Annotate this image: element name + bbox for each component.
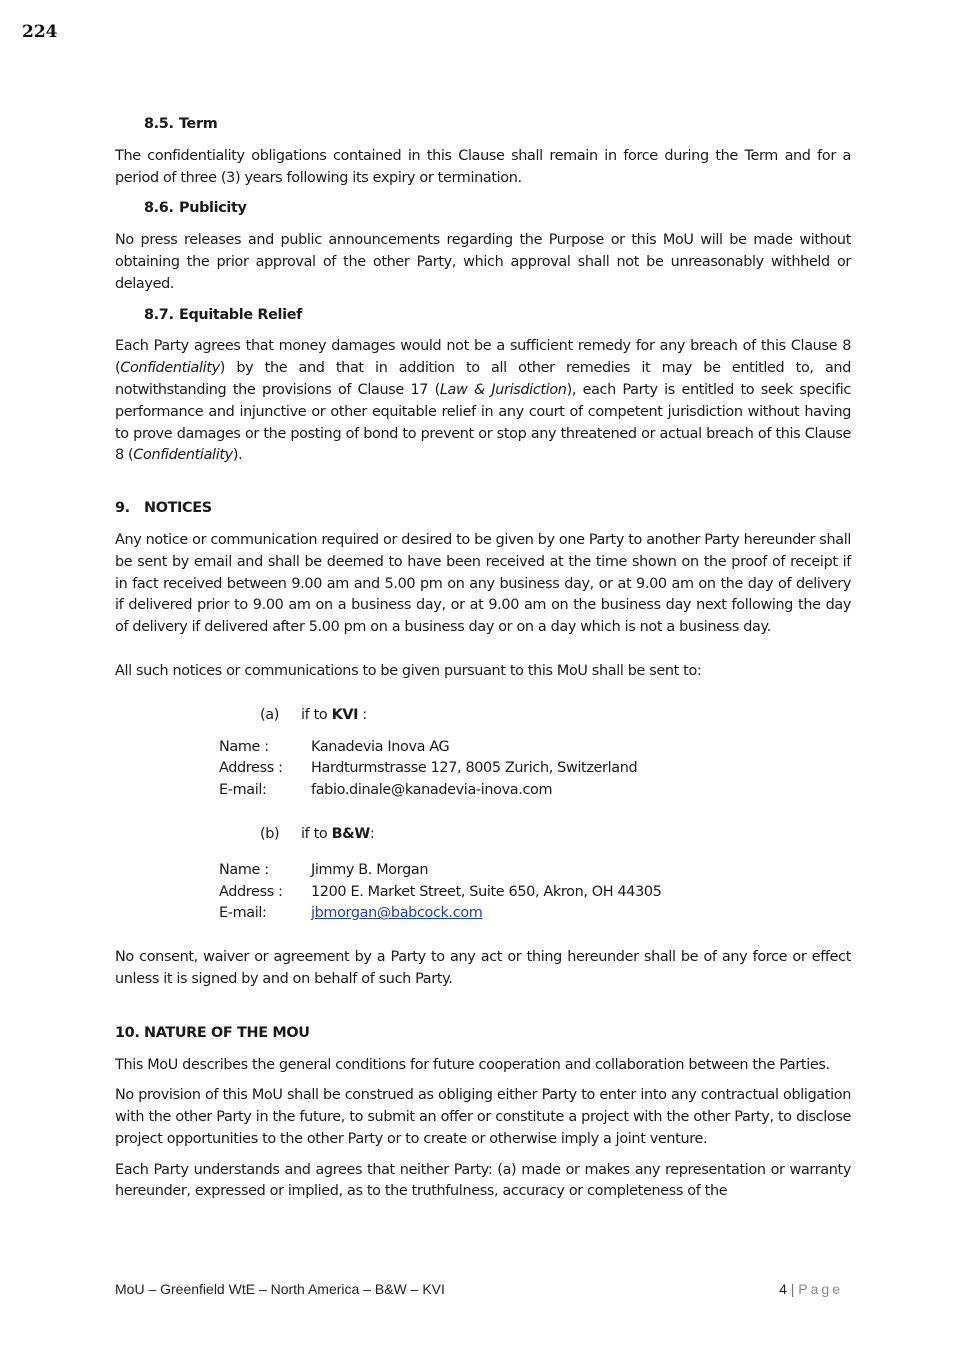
text-run: ).	[232, 447, 243, 464]
section-8-6-heading	[144, 198, 851, 220]
name-value: Jimmy B. Morgan	[311, 861, 429, 878]
address-label: Address :	[219, 883, 283, 900]
section-number: 8.6.	[144, 200, 174, 217]
footer-page-indicator	[779, 1281, 843, 1297]
party-name: KVI	[331, 706, 359, 723]
text-run: ) by the and that in addition to all other remedies it may be entitled to, and notwithstanding the provisions of Clause 17 (	[115, 360, 851, 398]
section-10-heading	[115, 1023, 851, 1045]
footer-separator: |	[790, 1281, 795, 1297]
section-8-5-heading	[144, 114, 851, 136]
italic-run: Law & Jurisdiction	[439, 381, 567, 398]
section-10-para-2: No provision of this MoU shall be construed as obliging either Party to enter into any contractual obligation with the other Party in the future, to submit an offer or constitute a project with the other Party, to disclose project opportunities to the other Party or to create or otherwise imply a joint venture.	[115, 1087, 851, 1147]
section-9-heading	[115, 498, 851, 520]
item-suffix: :	[358, 706, 367, 723]
bw-address-block	[219, 860, 662, 925]
section-title: NATURE OF THE MOU	[144, 1024, 310, 1041]
notice-item-b	[260, 824, 851, 846]
text-run: Each Party agrees that money damages would not be a sufficient remedy for any breach of this Clause 8 (	[115, 338, 851, 377]
section-8-7-heading	[144, 305, 851, 327]
footer-page-label: Page	[798, 1281, 843, 1297]
document-body	[115, 114, 851, 1212]
section-title: Term	[179, 116, 218, 132]
italic-run: Confidentiality	[120, 360, 220, 377]
section-9-para-3: No consent, waiver or agreement by a Party to any act or thing hereunder shall be of any force or effect unless it is signed by and on behalf of such Party.	[115, 949, 851, 987]
email-link[interactable]: jbmorgan@babcock.com	[311, 905, 483, 922]
item-letter: (a)	[260, 706, 279, 723]
section-title: Publicity	[179, 200, 247, 217]
section-10-para-3: Each Party understands and agrees that neither Party: (a) made or makes any representation or warranty hereunder, expressed or implied, as to the truthfulness, accuracy or completeness of the	[115, 1161, 851, 1200]
footer-page-number: 4	[779, 1281, 787, 1297]
section-10-para-1: This MoU describes the general conditions for future cooperation and collaboration between the Parties.	[115, 1056, 830, 1073]
item-prefix: if to	[301, 706, 332, 723]
address-value: 1200 E. Market Street, Suite 650, Akron, OH 44305	[311, 883, 662, 900]
italic-run: Confidentiality	[133, 447, 233, 464]
email-label: E-mail:	[219, 782, 267, 799]
section-9-para-1: Any notice or communication required or desired to be given by one Party to another Party hereunder shall be sent by email and shall be deemed to have been received at the time shown on the proof of receipt if in fact received between 9.00 am and 5.00 pm on any business day, or at 9.00 am on the day of delivery if delivered prior to 9.00 am on a business day, or at 9.00 am on the business day next following the day of delivery if delivered after 5.00 pm on a business day or on a day which is not a business day.	[115, 531, 851, 636]
notice-item-a	[260, 705, 851, 727]
name-label: Name :	[219, 738, 269, 755]
section-title: Equitable Relief	[179, 306, 303, 323]
address-value: Hardturmstrasse 127, 8005 Zurich, Switzerland	[311, 760, 638, 777]
section-8-7-text	[115, 336, 851, 467]
page-number: 224	[22, 22, 58, 42]
name-value: Kanadevia Inova AG	[311, 738, 450, 755]
section-number: 8.7.	[144, 306, 174, 323]
address-label: Address :	[219, 760, 283, 777]
item-suffix: :	[369, 825, 375, 842]
party-name: B&W	[331, 825, 370, 842]
email-value: fabio.dinale@kanadevia-inova.com	[311, 782, 553, 799]
item-prefix: if to	[301, 825, 332, 842]
section-9-para-2: All such notices or communications to be given pursuant to this MoU shall be sent to:	[115, 662, 702, 679]
item-letter: (b)	[260, 825, 280, 842]
name-label: Name :	[219, 861, 269, 878]
section-8-5-text: The confidentiality obligations contained in this Clause shall remain in force during the Term and for a period of three (3) years following its expiry or termination.	[115, 147, 851, 186]
section-number: 9.	[115, 500, 130, 517]
section-number: 8.5.	[144, 116, 174, 132]
page-footer	[115, 1281, 843, 1297]
section-8-6-text: No press releases and public announcements regarding the Purpose or this MoU will be made without obtaining the prior approval of the other Party, which approval shall not be unreasonably withheld or delayed.	[115, 232, 851, 292]
text-run: ), each Party is entitled to seek specific performance and injunctive or other equitable relief in any court of competent jurisdiction without having to prove damages or the posting of bond to prevent or stop any threatened or actual breach of this Clause 8 (	[115, 381, 851, 464]
section-title: NOTICES	[144, 500, 212, 517]
section-number: 10.	[115, 1024, 140, 1041]
email-label: E-mail:	[219, 905, 267, 922]
footer-document-title: MoU – Greenfield WtE – North America – B&W – KVI	[115, 1281, 445, 1297]
kvi-address-block	[219, 737, 637, 802]
